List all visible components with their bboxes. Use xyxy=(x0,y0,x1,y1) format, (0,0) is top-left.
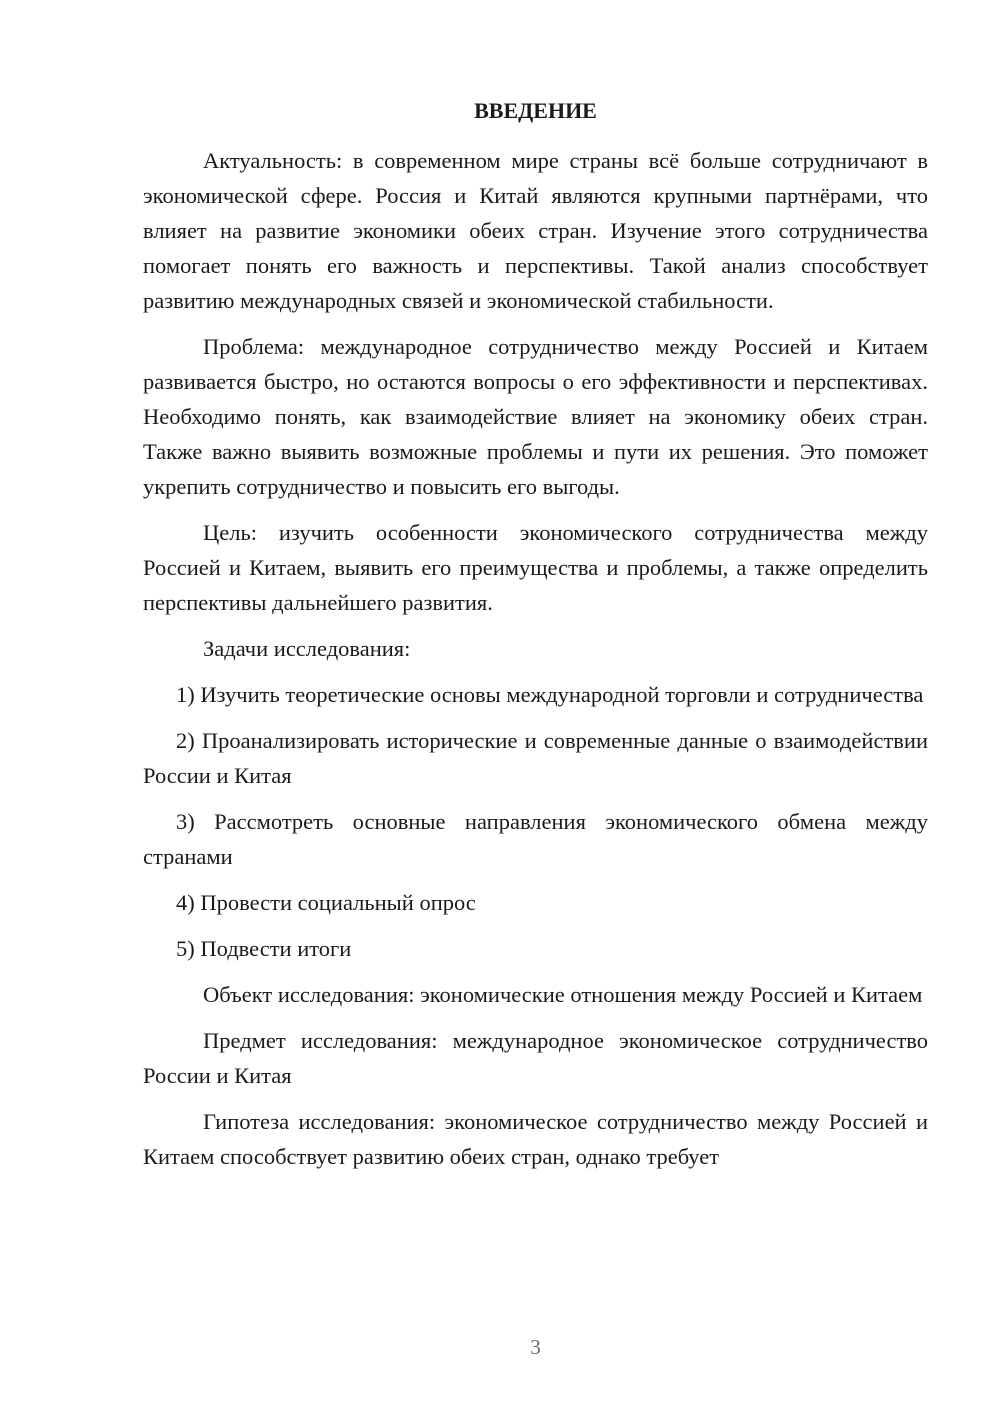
list-item: 3) Рассмотреть основные направления экономического обмена между странами xyxy=(143,809,928,869)
list-item: 4) Провести социальный опрос xyxy=(176,890,476,915)
paragraph-tasks-heading: Задачи исследования: xyxy=(203,636,411,661)
paragraph-relevance: Актуальность: в современном мире страны всё больше сотрудничают в экономической сфере. Россия и Китай являются крупными партнёрами, что влияет на развитие экономики обеих стран. Изучение этого сотрудничества помогает понять его важность и перспективы. Такой анализ способствует развитию международных связей и экономической стабильности. xyxy=(143,148,928,313)
paragraph-object: Объект исследования: экономические отношения между Россией и Китаем xyxy=(203,982,923,1007)
page-title: ВВЕДЕНИЕ xyxy=(474,98,597,123)
list-item: 1) Изучить теоретические основы международной торговли и сотрудничества xyxy=(176,682,924,707)
paragraph-goal: Цель: изучить особенности экономического сотрудничества между Россией и Китаем, выявить его преимущества и проблемы, а также определить перспективы дальнейшего развития. xyxy=(143,520,928,615)
document-page xyxy=(143,0,928,1414)
list-item: 5) Подвести итоги xyxy=(176,936,352,961)
paragraph-problem: Проблема: международное сотрудничество между Россией и Китаем развивается быстро, но остаются вопросы о его эффективности и перспективах. Необходимо понять, как взаимодействие влияет на экономику обеих стран. Также важно выявить возможные проблемы и пути их решения. Это поможет укрепить сотрудничество и повысить его выгоды. xyxy=(143,334,928,499)
document-body xyxy=(143,143,928,1185)
paragraph-hypothesis: Гипотеза исследования: экономическое сотрудничество между Россией и Китаем способствует развитию обеих стран, однако требует xyxy=(143,1109,928,1169)
paragraph-subject: Предмет исследования: международное экономическое сотрудничество России и Китая xyxy=(143,1028,928,1088)
list-item: 2) Проанализировать исторические и современные данные о взаимодействии России и Китая xyxy=(143,728,928,788)
page-number: 3 xyxy=(530,1335,541,1359)
